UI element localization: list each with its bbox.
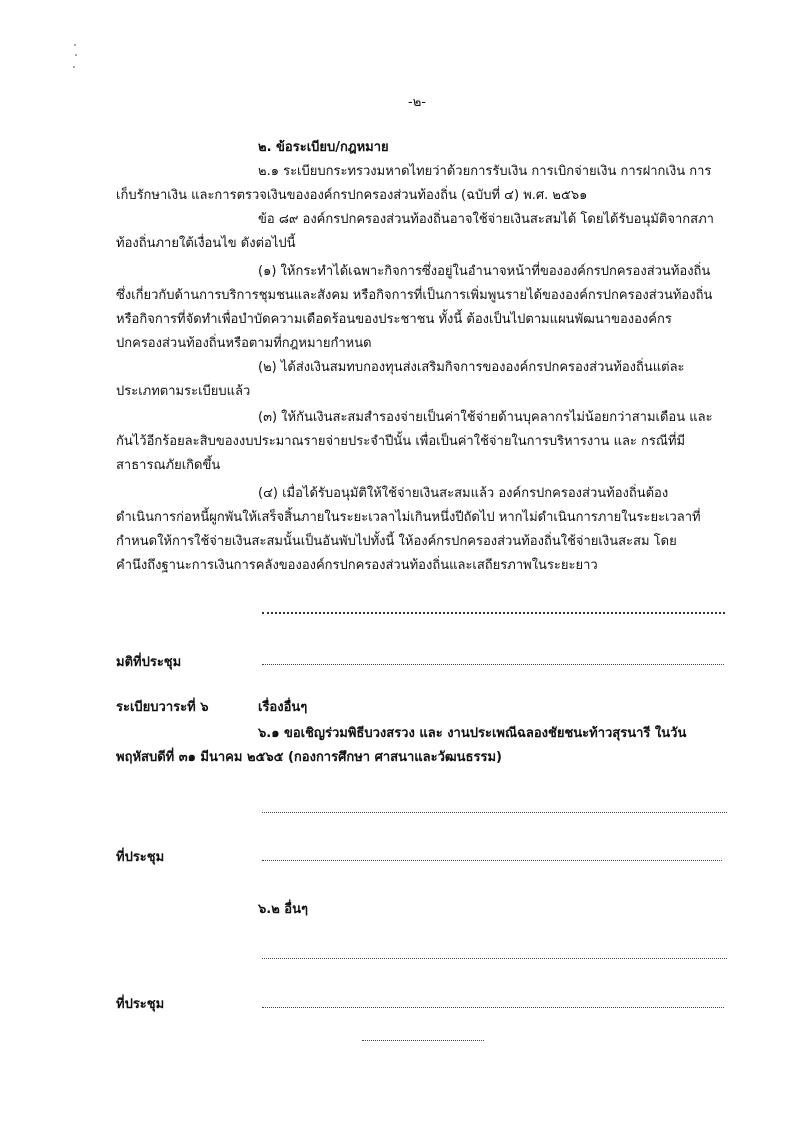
paragraph-line: ข้อ ๘๙ องค์กรปกครองส่วนท้องถิ่นอาจใช้จ่ายเงินสะสมได้ โดยได้รับอนุมัติจากสภา bbox=[258, 212, 714, 227]
agenda-item-heading: ๖.๒ อื่นๆ bbox=[258, 902, 308, 917]
meeting-label: ที่ประชุม bbox=[116, 997, 165, 1012]
paragraph-line: กำหนดให้การใช้จ่ายเงินสะสมนั้นเป็นอันพับไปทั้งนี้ ให้องค์กรปกครองส่วนท้องถิ่นใช้จ่ายเงินสะสม โดย bbox=[116, 534, 677, 549]
end-dotted-line bbox=[362, 1040, 484, 1041]
resolution-dotted-line bbox=[262, 664, 724, 665]
note-dotted-line bbox=[262, 958, 727, 959]
paragraph-line: (๑) ให้กระทำได้เฉพาะกิจการซึ่งอยู่ในอำนาจหน้าที่ขององค์กรปกครองส่วนท้องถิ่น bbox=[258, 264, 711, 279]
agenda-item-line: พฤหัสบดีที่ ๓๑ มีนาคม ๒๕๖๕ (กองการศึกษา ศาสนาและวัฒนธรรม) bbox=[116, 750, 502, 765]
paragraph-line: (๔) เมื่อได้รับอนุมัติให้ใช้จ่ายเงินสะสมแล้ว องค์กรปกครองส่วนท้องถิ่นต้อง bbox=[258, 486, 669, 501]
page-number: -๒- bbox=[408, 95, 426, 110]
paragraph-line: ประเภทตามระเบียบแล้ว bbox=[116, 384, 251, 399]
section-heading: ๒. ข้อระเบียบ/กฎหมาย bbox=[258, 140, 389, 155]
agenda-label: ระเบียบวาระที่ ๖ bbox=[116, 700, 209, 715]
paragraph-line: ปกครองส่วนท้องถิ่นหรือตามที่กฎหมายกำหนด bbox=[116, 336, 372, 351]
paragraph-line: คำนึงถึงฐานะการเงินการคลังขององค์กรปกครองส่วนท้องถิ่นและเสถียรภาพในระยะยาว bbox=[116, 558, 598, 573]
paragraph-line: (๓) ให้กันเงินสะสมสำรองจ่ายเป็นค่าใช้จ่ายด้านบุคลากรไม่น้อยกว่าสามเดือน และ bbox=[258, 410, 713, 425]
paragraph-line: ท้องถิ่นภายใต้เงื่อนไข ดังต่อไปนี้ bbox=[116, 236, 296, 251]
paragraph-line: หรือกิจการที่จัดทำเพื่อบำบัดความเดือดร้อนของประชาชน ทั้งนี้ ต้องเป็นไปตามแผนพัฒนาขององค์กร bbox=[116, 312, 672, 327]
agenda-item-line: ๖.๑ ขอเชิญร่วมพิธีบวงสรวง และ งานประเพณีฉลองชัยชนะท้าวสุรนารี ในวัน bbox=[258, 726, 687, 741]
resolution-label: มติที่ประชุม bbox=[116, 655, 182, 670]
agenda-title: เรื่องอื่นๆ bbox=[258, 700, 308, 715]
paragraph-line: ซึ่งเกี่ยวกับด้านการบริการชุมชนและสังคม หรือกิจการที่เป็นการเพิ่มพูนรายได้ขององค์กรปกครองส่วนท้องถิ่น bbox=[116, 288, 713, 303]
paragraph-line: สาธารณภัยเกิดขึ้น bbox=[116, 458, 221, 473]
meeting-dotted-line bbox=[262, 860, 722, 861]
meeting-dotted-line bbox=[262, 1007, 724, 1008]
paragraph-line: ดำเนินการก่อหนี้ผูกพันให้เสร็จสิ้นภายในระยะเวลาไม่เกินหนึ่งปีถัดไป หากไม่ดำเนินการภายในระยะเวลาที่ bbox=[116, 510, 701, 525]
paragraph-line: (๒) ได้ส่งเงินสมทบกองทุนส่งเสริมกิจการขององค์กรปกครองส่วนท้องถิ่นแต่ละ bbox=[258, 360, 685, 375]
scan-specks bbox=[72, 40, 78, 80]
paragraph-line: กันไว้อีกร้อยละสิบของงบประมาณรายจ่ายประจำปีนั้น เพื่อเป็นค่าใช้จ่ายในการบริหารงาน และ กรณีที่มี bbox=[116, 434, 686, 449]
note-dotted-line bbox=[262, 812, 727, 813]
note-dotted-line bbox=[262, 612, 725, 614]
meeting-label: ที่ประชุม bbox=[116, 850, 165, 865]
paragraph-line: เก็บรักษาเงิน และการตรวจเงินขององค์กรปกครองส่วนท้องถิ่น (ฉบับที่ ๔) พ.ศ. ๒๕๖๑ bbox=[116, 188, 588, 203]
paragraph-line: ๒.๑ ระเบียบกระทรวงมหาดไทยว่าด้วยการรับเงิน การเบิกจ่ายเงิน การฝากเงิน การ bbox=[258, 164, 712, 179]
